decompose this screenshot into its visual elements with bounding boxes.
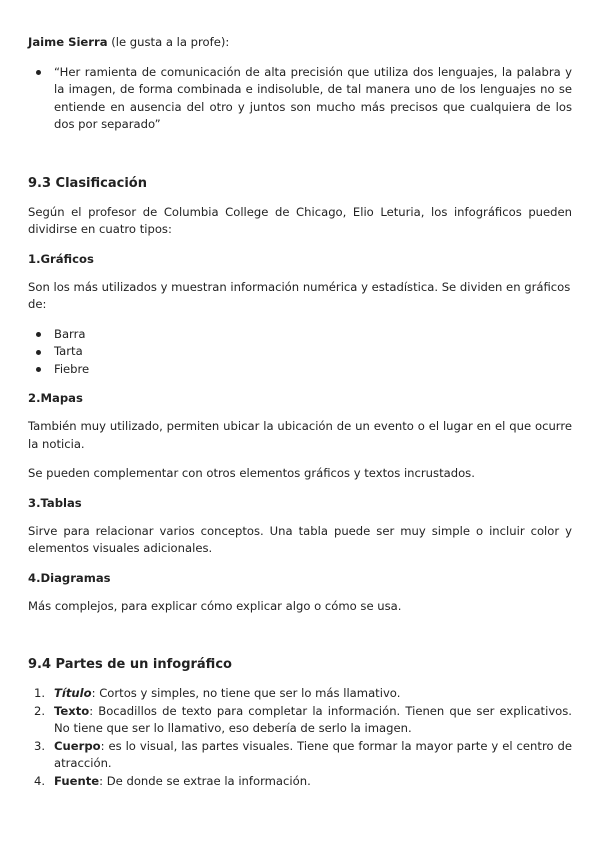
list-term: Fuente xyxy=(54,773,100,788)
list-item xyxy=(28,361,572,379)
list-item-text: : Cortos y simples, no tiene que ser lo más llamativo. xyxy=(91,686,401,700)
quote-text: “Her ramienta de comunicación de alta precisión que utiliza dos lenguajes, la palabra y la imagen, de forma combinada e indisoluble, de tal manera uno de los lenguajes no se entiende en ausencia del otro y juntos son mucho más precisos que cualquiera de los dos por separado” xyxy=(54,64,572,131)
graficos-text: Son los más utilizados y muestran información numérica y estadística. Se dividen en gráficos de: xyxy=(28,279,571,311)
list-number: 3. xyxy=(34,738,46,753)
mapas-heading: 2.Mapas xyxy=(28,391,83,405)
quote-item xyxy=(28,64,572,134)
list-number: 2. xyxy=(34,703,46,718)
list-term: Texto xyxy=(54,703,90,718)
page-content xyxy=(28,34,572,790)
bullet-icon xyxy=(36,70,41,75)
tablas-text: Sirve para relacionar varios conceptos. Una tabla puede ser muy simple o incluir color y elementos visuales adicionales. xyxy=(28,523,572,555)
section-9-3-title: 9.3 Clasificación xyxy=(28,175,147,191)
list-item xyxy=(28,773,572,791)
graficos-list xyxy=(28,326,572,379)
section-9-4-title: 9.4 Partes de un infográfico xyxy=(28,657,232,672)
graficos-heading: 1.Gráficos xyxy=(28,251,94,266)
section-9-3-intro: Según el profesor de Columbia College de Chicago, Elio Leturia, los infográficos pueden dividirse en cuatro tipos: xyxy=(28,204,572,236)
diagramas-text: Más complejos, para explicar cómo explicar algo o cómo se usa. xyxy=(28,598,402,613)
list-item xyxy=(28,685,572,703)
list-number: 4. xyxy=(34,773,46,788)
quote-intro xyxy=(28,34,572,52)
list-item-text: Tarta xyxy=(54,344,83,358)
list-item-text: : es lo visual, las partes visuales. Tiene que formar la mayor parte y el centro de atracción. xyxy=(54,738,572,770)
quote-author: Jaime Sierra xyxy=(28,35,108,49)
quote-list xyxy=(28,64,572,134)
list-item-text: : Bocadillos de texto para completar la información. Tienen que ser explicativos. No tiene que ser lo llamativo, eso debería de serlo la imagen. xyxy=(54,703,572,735)
mapas-text-2: Se pueden complementar con otros elementos gráficos y textos incrustados. xyxy=(28,466,475,480)
list-term: Título xyxy=(54,686,92,700)
list-item xyxy=(28,738,572,773)
list-item xyxy=(28,343,572,361)
bullet-icon xyxy=(36,350,41,355)
list-item xyxy=(28,326,572,344)
partes-list xyxy=(28,685,572,790)
list-item-text: : De donde se extrae la información. xyxy=(99,773,311,788)
bullet-icon xyxy=(36,367,41,372)
diagramas-heading: 4.Diagramas xyxy=(28,570,111,585)
quote-note: (le gusta a la profe): xyxy=(107,35,230,49)
list-item xyxy=(28,703,572,738)
list-number: 1. xyxy=(34,686,46,700)
bullet-icon xyxy=(36,332,41,337)
list-item-text: Fiebre xyxy=(54,361,90,376)
tablas-heading: 3.Tablas xyxy=(28,495,82,510)
list-item-text: Barra xyxy=(54,326,86,341)
list-term: Cuerpo xyxy=(54,738,101,753)
mapas-text: También muy utilizado, permiten ubicar la ubicación de un evento o el lugar en el que ocurre la noticia. xyxy=(28,419,572,451)
